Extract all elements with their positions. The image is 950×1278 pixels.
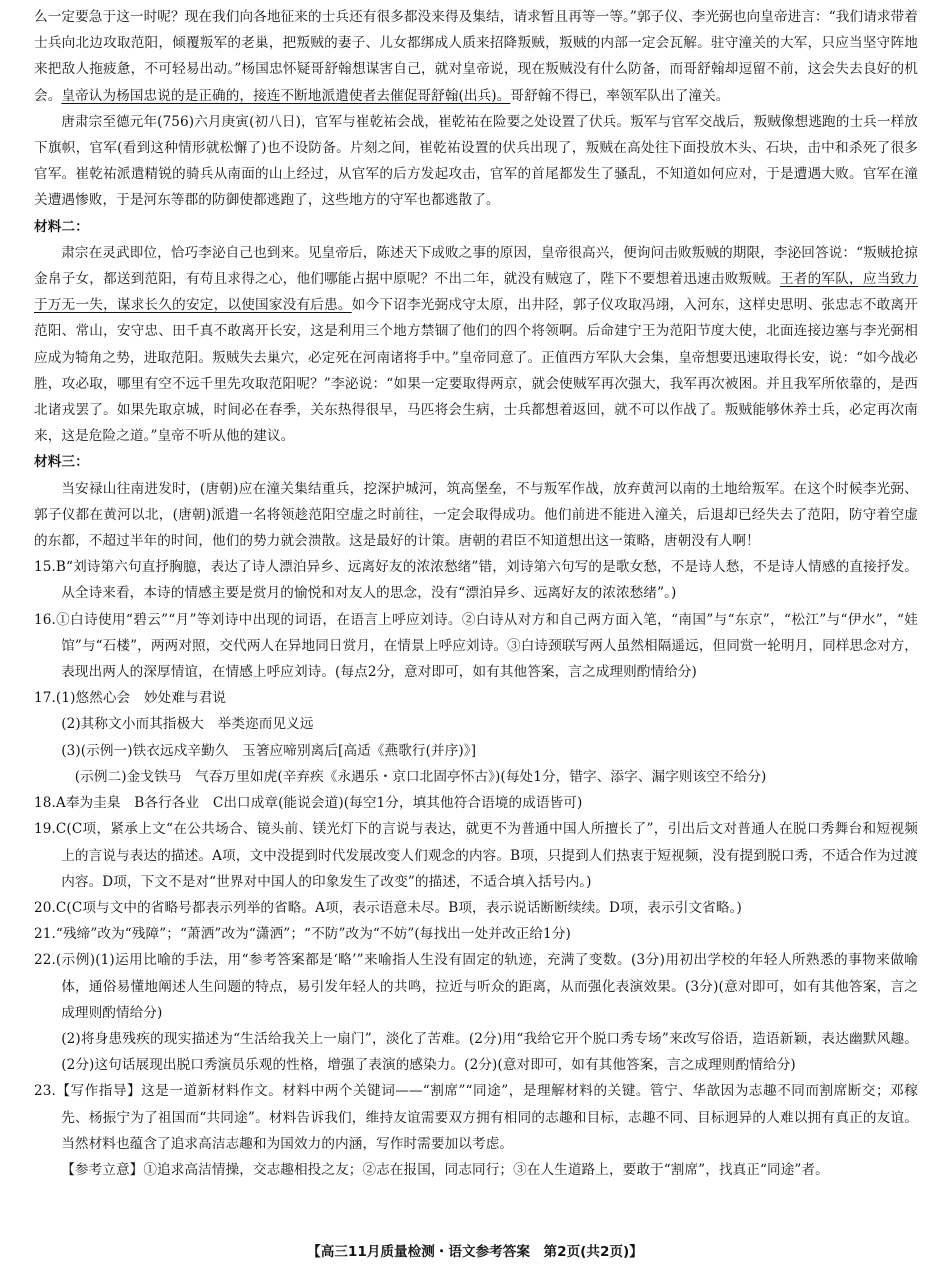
- answer-21: 21.“残缔”改为“残障”；“萧洒”改为“潇洒”；“不防”改为“不妨”(每找出一处并改正给1分): [34, 926, 571, 943]
- answer-document: [34, 4, 918, 1183]
- answer-17-2: (2)其称文小而其指极大 举类迩而见义远: [61, 716, 314, 733]
- writing-guide-label: 23.【写作指导】: [34, 1083, 142, 1100]
- answer-20: 20.C(C项与文中的省略号都表示列举的省略。A项，表示语意未尽。B项，表示说话断断续续。D项，表示引文省略。): [34, 899, 742, 916]
- answer-22-1: 22.(示例)(1)运用比喻的手法，用“参考答案都是‘略’”来喻指人生没有固定的轨迹，充满了变数。(3分)用初出学校的年轻人所熟悉的事物来做喻体，通俗易懂地阐述人生问题的特点，易引发年轻人的共鸣，拉近与听众的距离，从而强化表演效果。(3分)(意对即可，如有其他答案，言之成理则酌情给分): [34, 952, 918, 1021]
- answer-17-3: (3)(示例一)铁衣远戍辛勤久 玉箸应啼别离后[高适《燕歌行(并序)》]: [61, 742, 477, 759]
- paragraph-text: 么一定要急于这一时呢？现在我们向各地征来的士兵还有很多都没来得及集结，请求暂且再等一等。”郭子仪、李光弼也向皇帝进言：“我们请求带着士兵向北边攻取范阳，倾覆叛军的老巢，把叛贼的妻子、儿女都绑成人质来招降叛贼，叛贼的内部一定会瓦解。驻守潼关的大军，只应当坚守阵地来把敌人拖疲惫，不可轻易出动。”杨国忠怀疑哥舒翰想谋害自己，就对皇帝说，现在叛贼没有什么防备，而哥舒翰却逗留不前，这会失去良好的机会。: [34, 9, 918, 104]
- translation-paragraph-3: [34, 240, 918, 450]
- answer-22-2: (2)将身患残疾的现实描述为“生活给我关上一扇门”，淡化了苦难。(2分)用“我给它开个脱口秀专场”来改写俗语，造语新颖，表达幽默风趣。(2分)这句话展现出脱口秀演员乐观的性格，增强了表演的感染力。(2分)(意对即可，如有其他答案，言之成理则酌情给分): [61, 1030, 918, 1074]
- answer-15: 15.B“刘诗第六句直抒胸臆，表达了诗人漂泊异乡、远离好友的浓浓愁绪”错，刘诗第六句写的是歌女愁，不是诗人愁，不是诗人情感的直接抒发。从全诗来看，本诗的情感主要是赏月的愉悦和对友人的思念，没有“漂泊异乡、远离好友的浓浓愁绪”。): [34, 559, 918, 602]
- underlined-sentence: 王者的军队，应当致力于万无一失，谋求长久的安定，以使国家没有后患。: [34, 271, 918, 314]
- answer-18: 18.A奉为圭臬 B各行各业 C出口成章(能说会道)(每空1分，填其他符合语境的成语皆可): [34, 795, 583, 812]
- paragraph-text: 如今下诏李光弼戍守太原，出井陉，郭子仪攻取冯翊，入河东，这样史思明、张忠志不敢离开范阳、常山，安守忠、田千真不敢离开长安，这是利用三个地方禁锢了他们的四个将领啊。后命建宁王为范阳节度大使，北面连接边塞与李光弼相应成为犄角之势，进取范阳。叛贼失去巢穴，必定死在河南诸将手中。”皇帝同意了。正值西方军队大会集，皇帝想要迅速取得长安，说：“如今战必胜，攻必取，哪里有空不远千里先攻取范阳呢？”李泌说：“如果一定要取得两京，就会使贼军再次强大，我军再次被困。并且我军所依靠的，是西北诸戎罢了。如果先取京城，时间必在春季，关东热得很早，马匹将会生病，士兵都想着返回，就不可以作战了。叛贼能够休养士兵，必定再次南来，这是危险之道。”皇帝不听从他的建议。: [34, 297, 918, 445]
- paragraph-text: 肃宗在灵武即位，恰巧李泌自己也到来。见皇帝后，陈述天下成败之事的原因，皇帝很高兴，便询问击败叛贼的期限，李泌回答说：“叛贼抢掠金帛子女，都送到范阳，有苟且求得之心，他们哪能占据中原呢？不出二年，就没有贼寇了，陛下不要想着迅速击败叛贼。: [34, 244, 918, 288]
- reference-label: 【参考立意】: [61, 1161, 144, 1178]
- paragraph-text: 哥舒翰不得已，率领军队出了潼关。: [510, 87, 730, 104]
- translation-paragraph-4: 当安禄山往南进发时，(唐朝)应在潼关集结重兵，挖深护城河，筑高堡垒，不与叛军作战，放弃黄河以南的土地给叛军。在这个时候李光弼、郭子仪都在黄河以北，(唐朝)派遣一名将领趁范阳空虚之时前往，一定会取得成功。他们前进不能进入潼关，后退却已经失去了范阳，防守着空虚的东都，不超过半年的时间，他们的势力就会溃散。这是最好的计策。唐朝的君臣不知道想出这一策略，唐朝没有人啊！: [34, 480, 918, 550]
- underlined-sentence: 皇帝认为杨国忠说的是正确的，接连不断地派遣使者去催促哥舒翰(出兵)。: [61, 87, 511, 104]
- answer-16: 16.①白诗使用“碧云”“月”等刘诗中出现的词语，在语言上呼应刘诗。②白诗从对方和自己两方面入笔，“南国”与“东京”，“松江”与“伊水”，“娃馆”与“石楼”，两两对照，交代两人在异地同日赏月，在情景上呼应刘诗。③白诗颈联写两人虽然相隔遥远，但同赏一轮明月，同样思念对方，表现出两人的深厚情谊，在情感上呼应刘诗。(每点2分，意对即可，如有其他答案，言之成理则酌情给分): [34, 611, 918, 681]
- page-footer: 【高三11月质量检测・语文参考答案 第2页(共2页)】: [307, 1244, 643, 1260]
- translation-paragraph-1: [34, 4, 918, 109]
- answer-19: 19.C(C项，紧承上文“在公共场合、镜头前、镁光灯下的言说与表达，就更不为普通中国人所擅长了”，引出后文对普通人在脱口秀舞台和短视频上的言说与表达的描述。A项，文中没提到时代发展改变人们观念的内容。B项，只提到人们热衷于短视频，没有提到脱口秀，不适合作为过渡内容。D项，下文不是对“世界对中国人的印象发生了改变”的描述，不适合填入括号内。): [34, 821, 918, 890]
- answer-23: [34, 1078, 918, 1157]
- material-three-heading: 材料三：: [34, 454, 89, 471]
- answer-23-reference: [34, 1157, 918, 1183]
- answer-17-1: 17.(1)悠然心会 妙处难与君说: [34, 690, 227, 707]
- reference-text: ①追求高洁情操，交志趣相投之友；②志在报国，同志同行；③在人生道路上，要敢于“割席”，找真正“同途”者。: [143, 1161, 829, 1178]
- writing-guide-text: 这是一道新材料作文。材料中两个关键词——“割席”“同途”，是理解材料的关键。管宁、华歆因为志趣不同而割席断交；邓稼先、杨振宁为了祖国而“共同途”。材料告诉我们，维持友谊需要双方拥有相同的志趣和目标，志趣不同、目标迥异的人难以拥有真正的友谊。当然材料也蕴含了追求高洁志趣和为国效力的内涵，写作时需要加以考虑。: [61, 1083, 918, 1152]
- material-two-heading: 材料二：: [34, 218, 89, 235]
- answer-17-4: (示例二)金戈铁马 气吞万里如虎(辛弃疾《永遇乐・京口北固亭怀古》)(每处1分，错字、添字、漏字则该空不给分): [74, 768, 767, 785]
- translation-paragraph-2: 唐肃宗至德元年(756)六月庚寅(初八日)，官军与崔乾祐会战，崔乾祐在险要之处设置了伏兵。叛军与官军交战后，叛贼像想逃跑的士兵一样放下旗帜，官军(看到这种情形就松懈了)也不设防备。片刻之间，崔乾祐设置的伏兵出现了，叛贼在高处往下面投放木头、石块，击中和杀死了很多官军。崔乾祐派遣精锐的骑兵从南面的山上经过，从官军的后方发起攻击，官军的首尾都发生了骚乱，不知道如何应对，于是遭遇大败。官军在潼关遭遇惨败，于是河东等郡的防御使都逃跑了，这些地方的守军也都逃散了。: [34, 113, 918, 209]
